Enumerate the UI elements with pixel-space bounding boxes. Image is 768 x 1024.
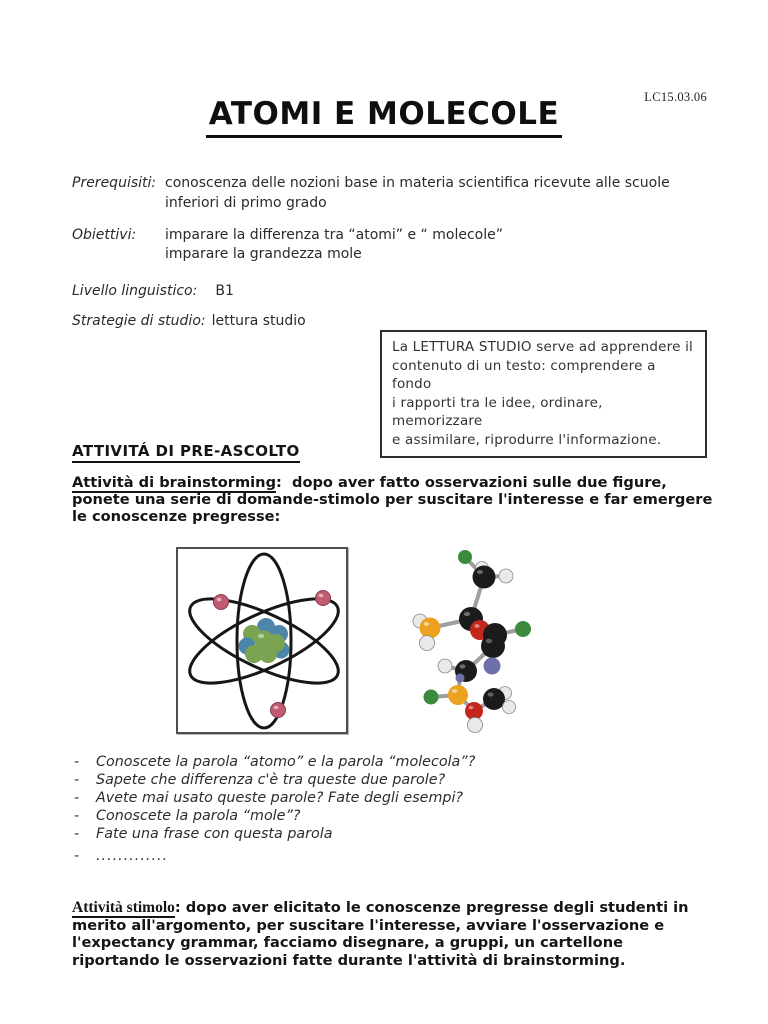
question-text: Sapete che differenza c'è tra queste due parole? (96, 772, 446, 788)
question-list (74, 753, 719, 865)
molecule-figure (403, 546, 553, 742)
note-line: La LETTURA STUDIO serve ad apprendere il (392, 339, 693, 355)
meta-label-strategie: Strategie di studio: (72, 313, 206, 329)
meta-row-prerequisiti (72, 173, 722, 213)
molecule-atoms (413, 550, 531, 733)
meta-value-strategie: lettura studio (211, 313, 306, 329)
meta-line: imparare la differenza tra “atomi” e “ molecole” (165, 227, 503, 243)
paragraph-line: riportando le osservazioni fatte durante l'attività di brainstorming. (72, 951, 626, 969)
meta-row-strategie (72, 311, 722, 331)
brainstorming-after-lead: : dopo aver fatto osservazioni sulle due figure, (276, 474, 667, 491)
bullet-dash: - (74, 754, 80, 770)
meta-row-obiettivi (72, 226, 722, 264)
meta-value-livello: B1 (215, 283, 234, 299)
note-line: i rapporti tra le idee, ordinare, memorizzare (392, 394, 603, 429)
meta-label-prerequisiti: Prerequisiti: (72, 175, 157, 191)
question-text: Fate una frase con questa parola (96, 826, 333, 842)
question-item (74, 825, 719, 843)
page-title-text: ATOMI E MOLECOLE (206, 96, 562, 138)
bullet-dash: - (74, 826, 80, 842)
question-item (74, 771, 719, 789)
brainstorming-lead: Attività di brainstorming (72, 474, 277, 491)
atom-figure (176, 547, 348, 734)
note-line: e assimilare, riprodurre l'informazione. (392, 431, 662, 448)
meta-line: inferiori di primo grado (165, 195, 327, 211)
question-item (74, 847, 719, 865)
note-line: contenuto di un testo: comprendere a fondo (392, 357, 656, 392)
bullet-dash: - (74, 772, 80, 788)
bullet-dash: - (74, 848, 81, 864)
molecule-ball-stick-model (403, 546, 553, 742)
question-text: ............. (96, 848, 169, 864)
section-heading-text: ATTIVITÁ DI PRE-ASCOLTO (72, 442, 300, 463)
page-title (0, 96, 768, 138)
lettura-studio-note-box (380, 330, 707, 458)
question-text: Conoscete la parola “mole”? (96, 808, 301, 824)
question-item (74, 807, 719, 825)
paragraph-line: ponete una serie di domande-stimolo per suscitare l'interesse e far emergere (72, 491, 713, 509)
paragraph-line: merito all'argomento, per suscitare l'interesse, avviare l'osservazione e (72, 916, 665, 934)
bullet-dash: - (74, 808, 80, 824)
meta-row-livello (72, 281, 722, 301)
stimolo-after-lead: : dopo aver elicitato le conoscenze pregresse degli studenti in (174, 899, 689, 916)
paragraph-line: l'expectancy grammar, facciamo disegnare, a gruppi, un cartellone (72, 934, 623, 952)
stimolo-paragraph (72, 899, 727, 969)
atom-diagram (178, 549, 346, 732)
meta-text-obiettivi (165, 226, 722, 264)
paragraph-line: le conoscenze pregresse: (72, 508, 281, 526)
question-item (74, 753, 719, 771)
paragraph-line (72, 899, 727, 917)
brainstorming-paragraph (72, 474, 727, 526)
bullet-dash: - (74, 790, 80, 806)
meta-text-prerequisiti (165, 173, 722, 213)
meta-label-livello: Livello linguistico: (72, 283, 198, 299)
question-item (74, 789, 719, 807)
question-text: Conoscete la parola “atomo” e la parola “molecola”? (96, 754, 476, 770)
paragraph-line (72, 474, 727, 491)
question-text: Avete mai usato queste parole? Fate degli esempi? (96, 790, 464, 806)
doc-code: LC15.03.06 (644, 90, 707, 104)
meta-line: conoscenza delle nozioni base in materia scientifica ricevute alle scuole (165, 175, 670, 191)
section-heading-pre-ascolto (72, 441, 300, 463)
meta-line: imparare la grandezza mole (165, 246, 362, 262)
stimolo-lead: Attività stimolo (72, 899, 175, 916)
meta-label-obiettivi: Obiettivi: (72, 227, 137, 243)
atom-nucleus (239, 618, 290, 663)
